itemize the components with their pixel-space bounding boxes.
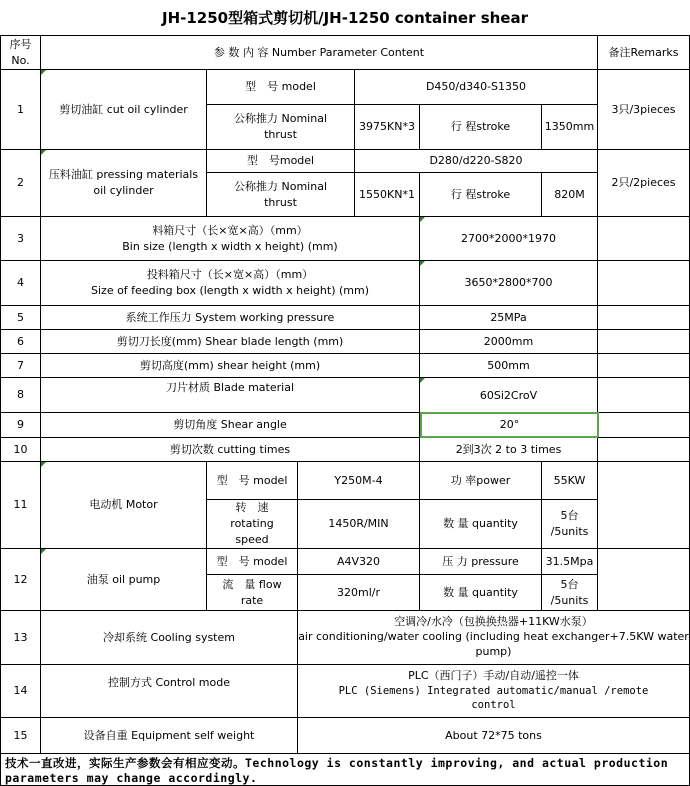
row-15-label: 设备自重 Equipment self weight bbox=[41, 718, 298, 754]
row-1-stroke-label: 行 程stroke bbox=[420, 105, 542, 150]
row-12-name: 油泵 oil pump bbox=[41, 549, 207, 611]
row-1-no: 1 bbox=[0, 70, 41, 150]
row-3-label-en: Bin size (length x width x height) (mm) bbox=[122, 239, 338, 253]
row-5-label: 系统工作压力 System working pressure bbox=[41, 306, 420, 330]
row-4-label bbox=[41, 261, 420, 306]
row-11-no: 11 bbox=[0, 462, 41, 549]
row-7-value: 500mm bbox=[420, 354, 598, 378]
row-11-remark bbox=[598, 462, 690, 549]
row-12-qty-label: 数 量 quantity bbox=[420, 575, 542, 611]
row-1-model-label: 型 号 model bbox=[207, 70, 355, 105]
row-2-name: 压料油缸 pressing materials oil cylinder bbox=[41, 150, 207, 217]
row-2-model-label: 型 号model bbox=[207, 150, 355, 173]
document-title: JH-1250型箱式剪切机/JH-1250 container shear bbox=[162, 9, 528, 27]
row-8-remark bbox=[598, 378, 690, 413]
header-remarks: 备注Remarks bbox=[598, 35, 690, 70]
row-10-label: 剪切次数 cutting times bbox=[41, 438, 420, 462]
row-14-value-en: PLC (Siemens) Integrated automatic/manual /remote control bbox=[338, 685, 649, 712]
row-4-label-en: Size of feeding box (length x width x height) (mm) bbox=[91, 284, 369, 297]
row-2-stroke-value: 820M bbox=[542, 173, 598, 217]
row-15-no: 15 bbox=[0, 718, 41, 754]
row-9-label: 剪切角度 Shear angle bbox=[41, 413, 420, 438]
row-2-stroke-label: 行 程stroke bbox=[420, 173, 542, 217]
row-2-thrust-label: 公称推力 Nominal thrust bbox=[207, 173, 355, 217]
row-11-power-label: 功 率power bbox=[420, 462, 542, 500]
row-9-remark bbox=[598, 413, 690, 438]
row-3-value: 2700*2000*1970 bbox=[420, 217, 598, 261]
row-4-label-cn: 投料箱尺寸（长×宽×高）（mm） bbox=[146, 268, 314, 282]
row-6-label: 剪切刀长度(mm) Shear blade length (mm) bbox=[41, 330, 420, 354]
row-13-no: 13 bbox=[0, 611, 41, 665]
row-2-no: 2 bbox=[0, 150, 41, 217]
row-7-remark bbox=[598, 354, 690, 378]
row-13-label: 冷却系统 Cooling system bbox=[41, 611, 298, 665]
row-7-no: 7 bbox=[0, 354, 41, 378]
row-8-value: 60Si2CroV bbox=[420, 378, 598, 413]
row-12-qty-value: 5台 /5units bbox=[542, 575, 598, 611]
row-2-thrust-value: 1550KN*1 bbox=[355, 173, 420, 217]
row-15-value: About 72*75 tons bbox=[298, 718, 690, 754]
row-11-qty-value: 5台 /5units bbox=[542, 500, 598, 549]
row-1-thrust-value: 3975KN*3 bbox=[355, 105, 420, 150]
row-12-model-value: A4V320 bbox=[298, 549, 420, 575]
row-14-value-cn: PLC（西门子）手动/自动/遥控一体 bbox=[408, 669, 579, 683]
row-3-label-cn: 料箱尺寸（长×宽×高）（mm） bbox=[152, 223, 308, 237]
row-3-label bbox=[41, 217, 420, 261]
row-5-remark bbox=[598, 306, 690, 330]
row-11-speed-label: 转 速 rotating speed bbox=[207, 500, 298, 549]
row-9-no: 9 bbox=[0, 413, 41, 438]
row-7-label: 剪切高度(mm) shear height (mm) bbox=[41, 354, 420, 378]
row-11-name: 电动机 Motor bbox=[41, 462, 207, 549]
row-10-no: 10 bbox=[0, 438, 41, 462]
row-6-remark bbox=[598, 330, 690, 354]
row-6-no: 6 bbox=[0, 330, 41, 354]
row-2-remark: 2只/2pieces bbox=[598, 150, 690, 217]
header-content: 参 数 内 容 Number Parameter Content bbox=[41, 35, 598, 70]
row-8-label: 刀片材质 Blade material bbox=[41, 378, 420, 413]
row-12-flow-label: 流 量 flow rate bbox=[207, 575, 298, 611]
row-11-qty-label: 数 量 quantity bbox=[420, 500, 542, 549]
row-1-model-value: D450/d340-S1350 bbox=[355, 70, 598, 105]
row-11-model-label: 型 号 model bbox=[207, 462, 298, 500]
header-no: 序号 No. bbox=[0, 35, 41, 70]
row-1-remark: 3只/3pieces bbox=[598, 70, 690, 150]
row-3-remark bbox=[598, 217, 690, 261]
row-5-value: 25MPa bbox=[420, 306, 598, 330]
row-5-no: 5 bbox=[0, 306, 41, 330]
row-3-no: 3 bbox=[0, 217, 41, 261]
row-9-value-selected-cell[interactable]: 20° bbox=[420, 412, 599, 438]
row-10-remark bbox=[598, 438, 690, 462]
row-11-power-value: 55KW bbox=[542, 462, 598, 500]
row-13-value-en: air conditioning/water cooling (including heat exchanger+7.5KW water pump) bbox=[298, 630, 689, 658]
row-14-value bbox=[298, 665, 690, 718]
row-12-remark bbox=[598, 549, 690, 611]
row-8-no: 8 bbox=[0, 378, 41, 413]
row-1-stroke-value: 1350mm bbox=[542, 105, 598, 150]
row-6-value: 2000mm bbox=[420, 330, 598, 354]
row-11-model-value: Y250M-4 bbox=[298, 462, 420, 500]
row-12-model-label: 型 号 model bbox=[207, 549, 298, 575]
row-13-value-cn: 空调冷/水冷（包换换热器+11KW水泵） bbox=[394, 615, 593, 629]
row-10-value: 2到3次 2 to 3 times bbox=[420, 438, 598, 462]
row-1-name: 剪切油缸 cut oil cylinder bbox=[41, 70, 207, 150]
row-12-pressure-label: 压 力 pressure bbox=[420, 549, 542, 575]
row-2-model-value: D280/d220-S820 bbox=[355, 150, 598, 173]
row-12-pressure-value: 31.5Mpa bbox=[542, 549, 598, 575]
row-13-value bbox=[298, 611, 690, 665]
row-4-value: 3650*2800*700 bbox=[420, 261, 598, 306]
row-1-thrust-label: 公称推力 Nominal thrust bbox=[207, 105, 355, 150]
row-12-no: 12 bbox=[0, 549, 41, 611]
row-4-no: 4 bbox=[0, 261, 41, 306]
row-4-remark bbox=[598, 261, 690, 306]
row-14-label: 控制方式 Control mode bbox=[41, 665, 298, 718]
row-12-flow-value: 320ml/r bbox=[298, 575, 420, 611]
row-11-speed-value: 1450R/MIN bbox=[298, 500, 420, 549]
footnote: 技术一直改进，实际生产参数会有相应变动。Technology is constantly improving, and actual production parameters may change accordingly. bbox=[0, 754, 690, 786]
row-14-no: 14 bbox=[0, 665, 41, 718]
